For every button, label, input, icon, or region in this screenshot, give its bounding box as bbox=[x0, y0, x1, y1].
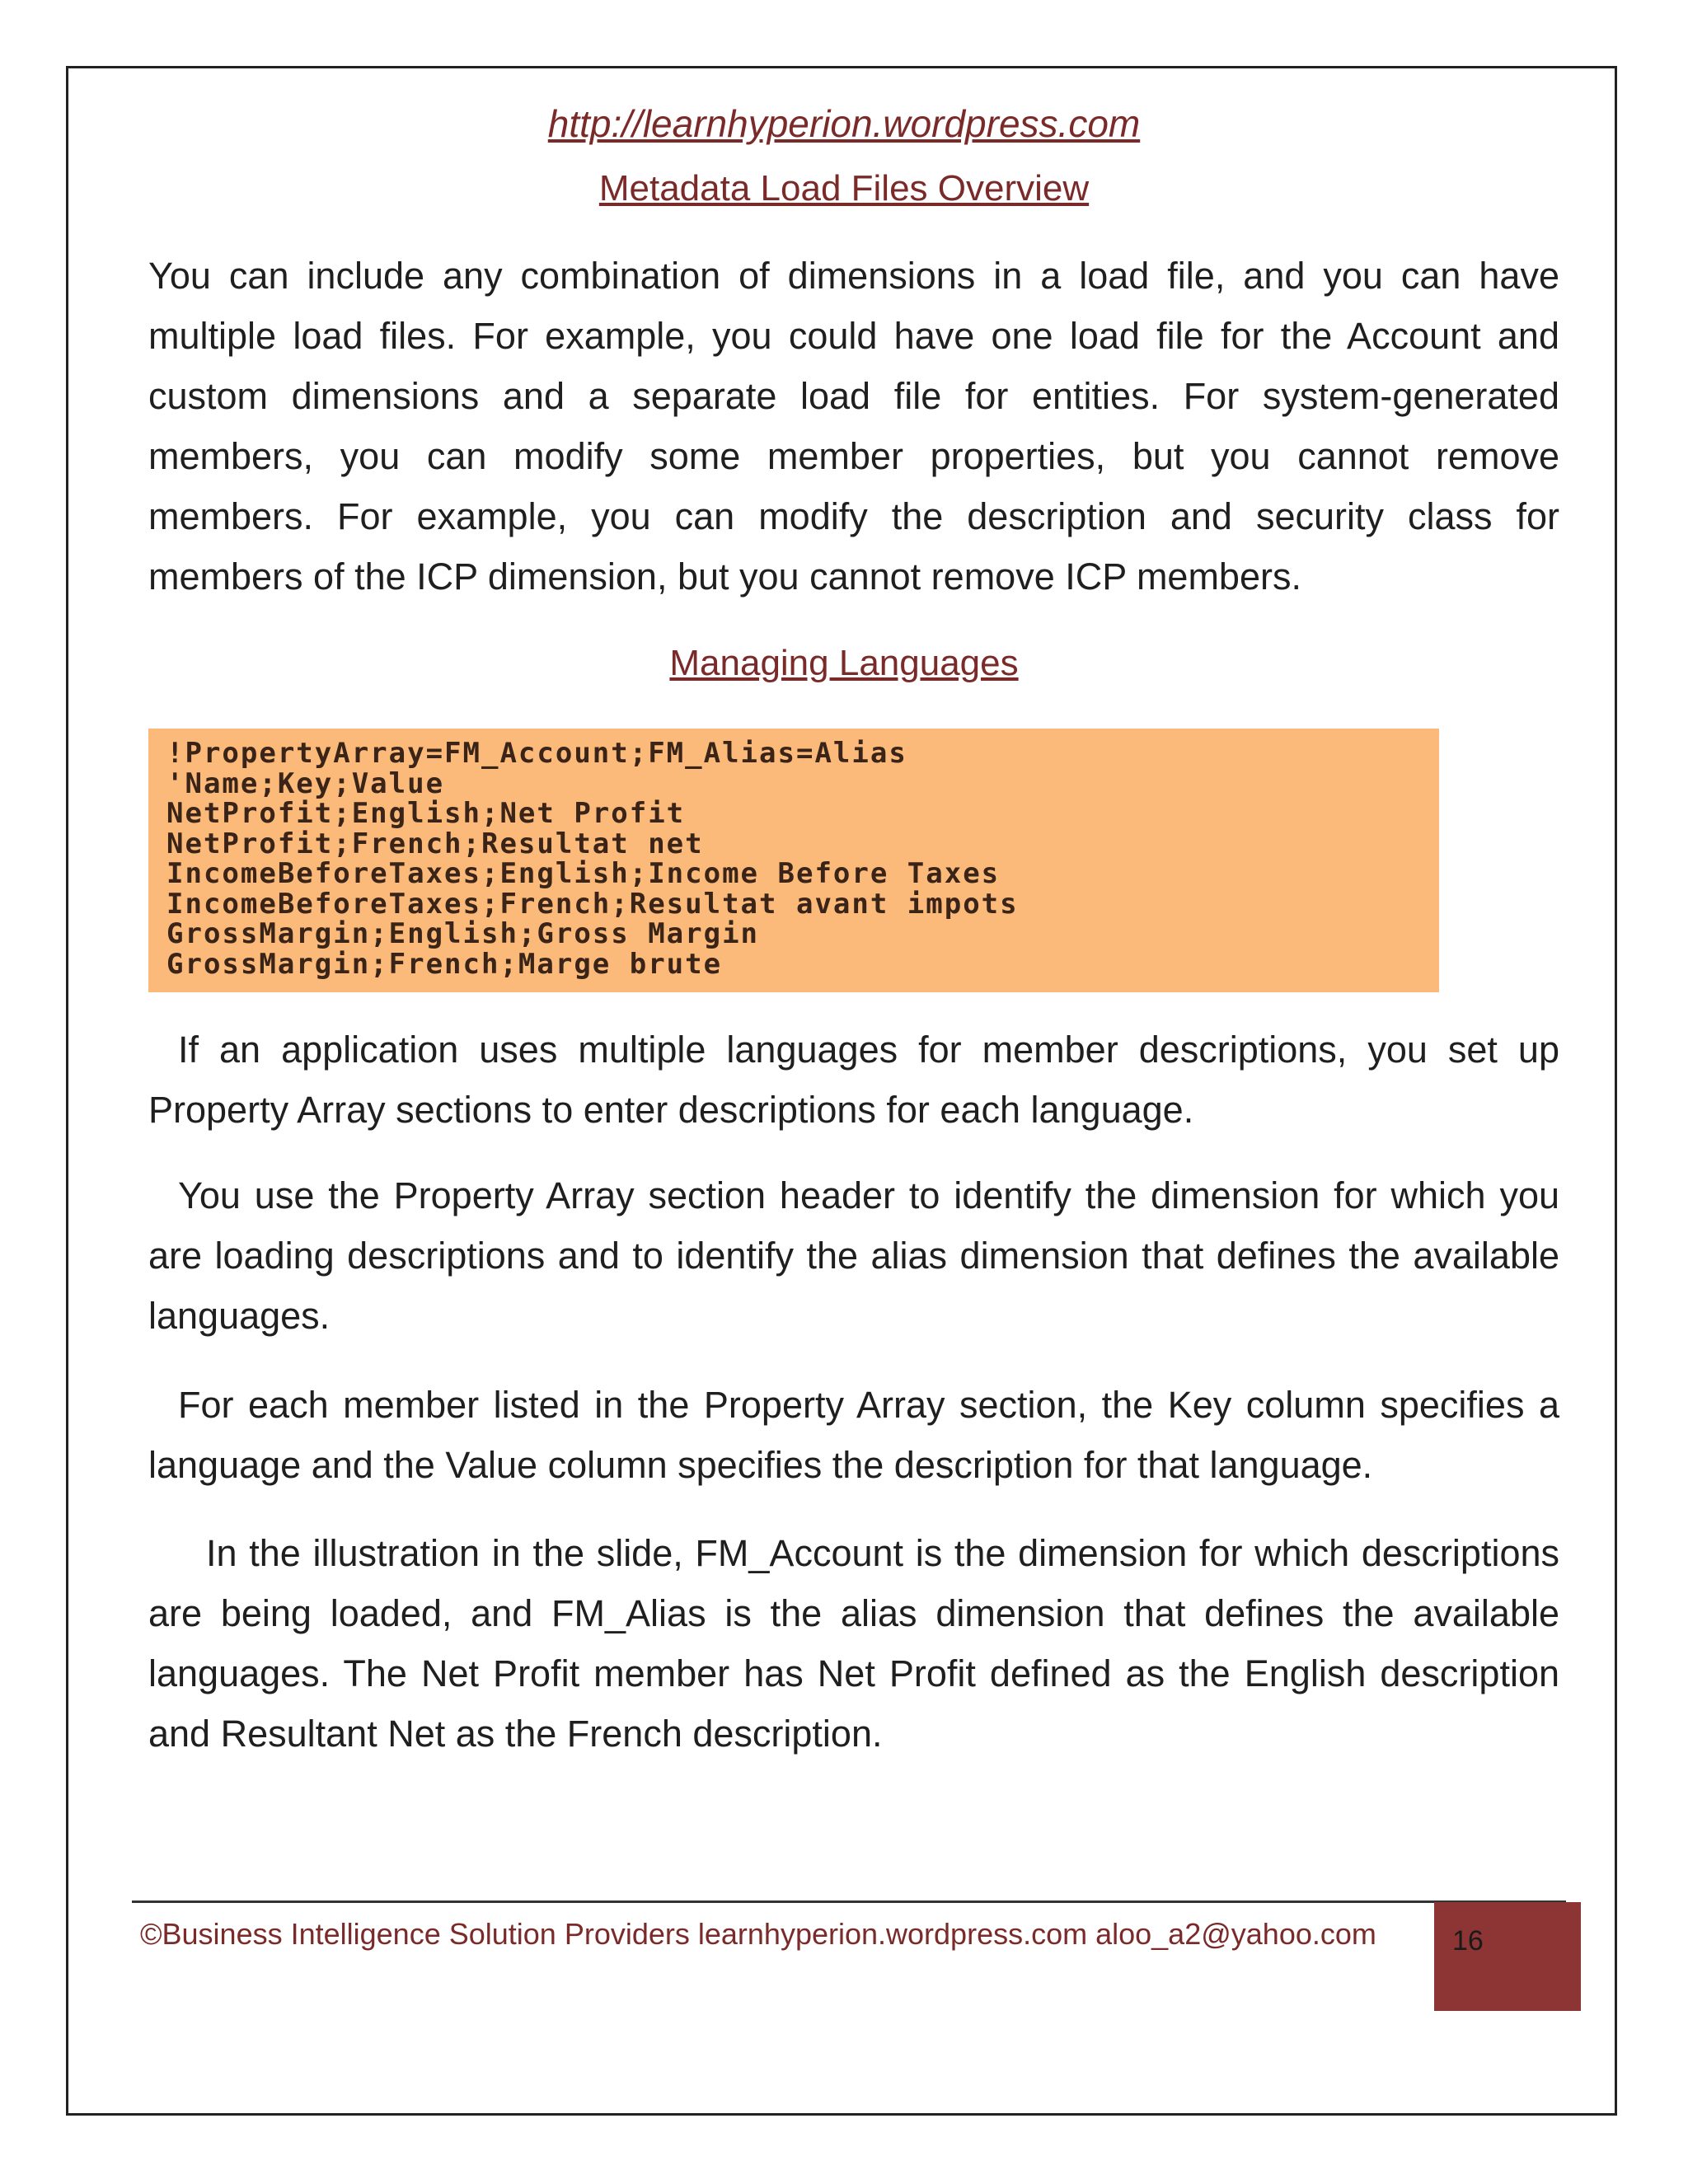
header-url-link[interactable]: http://learnhyperion.wordpress.com bbox=[547, 102, 1141, 145]
page-number: 16 bbox=[1452, 1925, 1484, 1957]
footer-divider bbox=[132, 1900, 1566, 1903]
page-number-box bbox=[1434, 1902, 1581, 2011]
metadata-overview-paragraph: You can include any combination of dimensions in a load file, and you can have multiple load files. For example, you could have one load file for the Account and custom dimensions and a separate load file for entities. For system-generated members, you can modify some member properties, but you cannot remove members. For example, you can modify the description and security class for members of the ICP dimension, but you cannot remove ICP members. bbox=[148, 255, 1559, 598]
code-line: IncomeBeforeTaxes;French;Resultat avant impots bbox=[166, 887, 1019, 921]
code-line: 'Name;Key;Value bbox=[166, 766, 445, 800]
code-line: NetProfit;French;Resultat net bbox=[166, 827, 704, 860]
property-array-code-sample bbox=[148, 729, 1439, 992]
code-line: GrossMargin;French;Marge brute bbox=[166, 947, 723, 981]
languages-paragraph-2: You use the Property Array section header to identify the dimension for which you are loading descriptions and to identify the alias dimension that defines the available languages. bbox=[148, 1174, 1559, 1337]
managing-languages-heading: Managing Languages bbox=[669, 643, 1019, 683]
languages-paragraph-3: For each member listed in the Property Array section, the Key column specifies a language and the Value column specifies the description for that language. bbox=[148, 1384, 1559, 1486]
languages-paragraph-4: In the illustration in the slide, FM_Account is the dimension for which descriptions are being loaded, and FM_Alias is the alias dimension that defines the available languages. The Net Profit member has Net Profit defined as the English description and Resultant Net as the French description. bbox=[148, 1532, 1559, 1755]
code-line: GrossMargin;English;Gross Margin bbox=[166, 917, 760, 950]
footer-copyright: ©Business Intelligence Solution Providers learnhyperion.wordpress.com aloo_a2@yahoo.com bbox=[140, 1917, 1376, 1951]
code-line: IncomeBeforeTaxes;English;Income Before Taxes bbox=[166, 857, 1001, 890]
code-line: !PropertyArray=FM_Account;FM_Alias=Alias bbox=[166, 737, 907, 770]
languages-paragraph-1: If an application uses multiple languages for member descriptions, you set up Property Array sections to enter descriptions for each language. bbox=[148, 1029, 1559, 1131]
code-line: NetProfit;English;Net Profit bbox=[166, 797, 686, 830]
metadata-load-files-heading: Metadata Load Files Overview bbox=[598, 168, 1090, 209]
